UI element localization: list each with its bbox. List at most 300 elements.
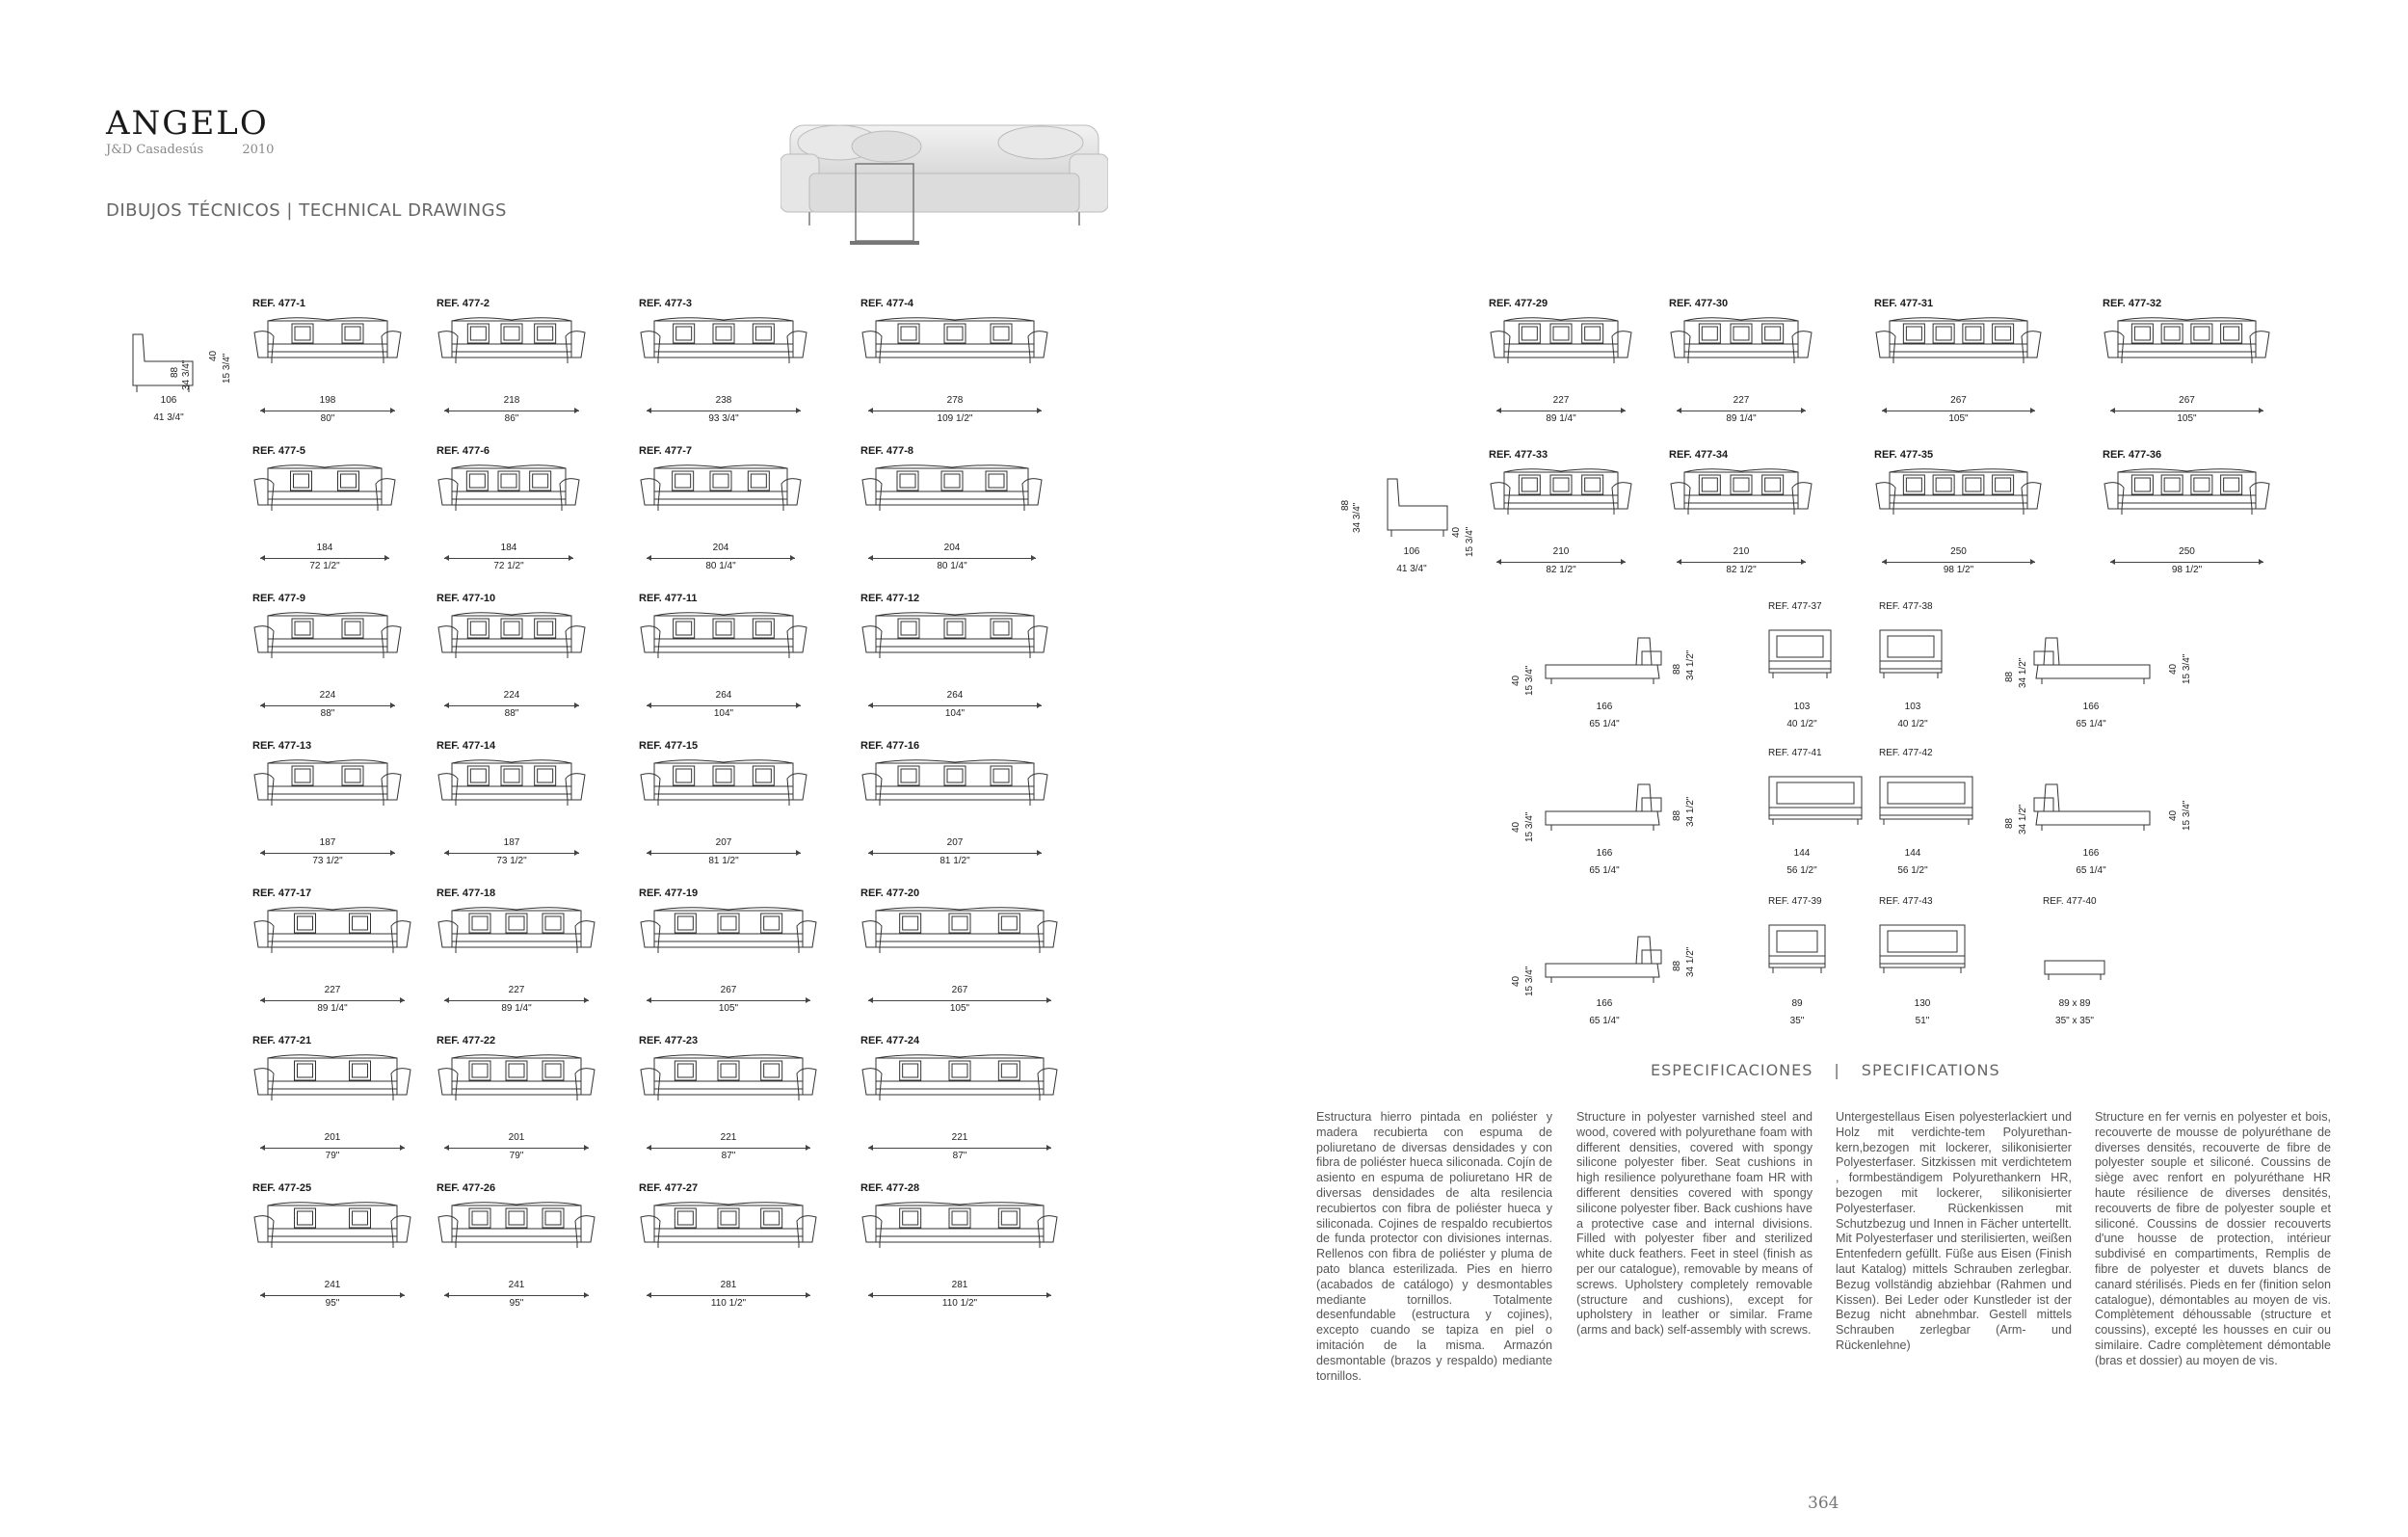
sofa-front-drawing	[639, 311, 808, 371]
module-ref-b: REF. 477-42	[1879, 748, 1933, 758]
model-card	[252, 445, 436, 575]
model-card	[437, 740, 620, 870]
model-card	[1489, 449, 1672, 579]
model-card	[2103, 298, 2286, 428]
sofa-front-drawing	[252, 754, 403, 813]
width-cm: 281	[951, 1280, 968, 1290]
width-cm: 187	[319, 837, 336, 848]
width-in: 88"	[320, 708, 335, 719]
dimension-line	[647, 1000, 810, 1001]
width-cm: 238	[715, 395, 732, 406]
dimension-line	[444, 558, 573, 559]
dimension-line	[868, 1295, 1051, 1296]
width-cm: 184	[500, 543, 517, 553]
model-ref: REF. 477-5	[252, 445, 306, 457]
module-drawing	[1763, 773, 1867, 837]
spec-text-de: Untergestellaus Eisen polyesterlackiert und Holz mit verdichte-tem Polyurethan-kern,bezogen mit lockerer, silikonisierter Polyesterfaser. Sitzkissen mit verdichtetem , formbeständigem Polyurethankern HR, bezogen mit lockerer, silikonisierter Polyesterfaser. Rückenkissen mit Schutzbezug und Innen in Fächer untertellt. Mit Polyesterfaser und sterilisierten, weißen Entenfedern gefüllt. Füße aus Eisen (Finish laut Katalog) mittels Schrauben zerlegbar. Bezug vollständig abziehbar (Rahmen und Kissen). Bei Leder oder Kunstleder ist der Bezug nicht abnehmbar. Gestell mittels Schrauben zerlegbar (Arm- und Rückenlehne)	[1836, 1110, 2072, 1352]
chaise-width-cm: 166	[1596, 848, 1613, 859]
model-card	[437, 445, 620, 575]
width-in: 109 1/2"	[937, 413, 973, 424]
module-b-cm: 144	[1904, 848, 1921, 859]
model-card	[639, 1035, 822, 1165]
model-ref: REF. 477-1	[252, 298, 306, 309]
model-ref: REF. 477-19	[639, 888, 699, 899]
width-in: 87"	[952, 1151, 967, 1161]
model-ref: REF. 477-36	[2103, 449, 2162, 461]
model-card	[639, 298, 822, 428]
model-ref: REF. 477-11	[639, 593, 698, 604]
right-seat-in: 15 3/4"	[1465, 526, 1475, 557]
dimension-line	[868, 1148, 1051, 1149]
model-card	[252, 1035, 436, 1165]
module-ref-b: REF. 477-38	[1879, 601, 1933, 612]
dimension-line	[1677, 562, 1806, 563]
dimension-line	[868, 853, 1042, 854]
sofa-front-drawing	[252, 459, 397, 518]
pouf-size-in: 35" x 35"	[2055, 1016, 2094, 1026]
width-cm: 267	[951, 985, 968, 995]
width-in: 105"	[2177, 413, 2197, 424]
model-ref: REF. 477-30	[1669, 298, 1729, 309]
dimension-line	[647, 705, 801, 706]
dimension-line	[444, 1148, 589, 1149]
specs-heading-sep: |	[1834, 1061, 1840, 1079]
right-depth-in: 41 3/4"	[1396, 564, 1427, 574]
model-ref: REF. 477-4	[860, 298, 914, 309]
model-card	[437, 1035, 620, 1165]
width-cm: 278	[946, 395, 964, 406]
sofa-front-drawing	[860, 459, 1044, 518]
right-seat-height-cm: 40	[2168, 663, 2179, 675]
dimension-line	[647, 1148, 810, 1149]
sofa-front-drawing	[2103, 463, 2271, 522]
model-ref: REF. 477-25	[252, 1182, 312, 1194]
width-in: 93 3/4"	[708, 413, 739, 424]
width-cm: 224	[503, 690, 520, 701]
chaise-width-cm: 166	[1596, 998, 1613, 1009]
model-ref: REF. 477-15	[639, 740, 699, 752]
width-cm: 250	[2179, 546, 2195, 557]
sofa-front-drawing	[639, 901, 818, 961]
module-a-cm: 89	[1791, 998, 1803, 1009]
right-seat-height-in: 15 3/4"	[2182, 653, 2192, 684]
width-in: 80 1/4"	[937, 561, 967, 571]
sofa-front-drawing	[437, 459, 581, 518]
dimension-line	[2110, 562, 2263, 563]
width-in: 81 1/2"	[708, 856, 739, 866]
module-b-cm: 130	[1914, 998, 1931, 1009]
dimension-line	[260, 1148, 405, 1149]
width-cm: 204	[712, 543, 729, 553]
back-height-in: 34 1/2"	[1685, 649, 1696, 680]
sofa-front-drawing	[860, 1048, 1059, 1108]
right-back-height-in: 34 1/2"	[2018, 804, 2028, 835]
right-height-in: 34 3/4"	[1352, 502, 1363, 533]
model-card	[639, 593, 822, 723]
width-in: 79"	[325, 1151, 340, 1161]
sofa-front-drawing	[1874, 311, 2043, 371]
dimension-line	[647, 1295, 810, 1296]
model-card	[639, 740, 822, 870]
dimension-line	[444, 705, 579, 706]
width-in: 95"	[325, 1298, 340, 1309]
width-in: 73 1/2"	[312, 856, 343, 866]
back-height-cm: 88	[1672, 809, 1682, 821]
seat-height-cm: 40	[1511, 675, 1522, 686]
sofa-front-drawing	[860, 1196, 1059, 1256]
model-card	[1489, 298, 1672, 428]
sofa-front-drawing	[437, 606, 587, 666]
brand-subtitle	[106, 143, 274, 157]
chaise-drawing	[1542, 636, 1667, 694]
model-card	[437, 1182, 620, 1312]
model-card	[252, 1182, 436, 1312]
seat-height-cm: 40	[1511, 821, 1522, 833]
model-card	[1669, 298, 1852, 428]
dimension-line	[444, 1295, 589, 1296]
seat-height-in: 15 3/4"	[1524, 811, 1535, 842]
sofa-front-drawing	[860, 901, 1059, 961]
chaise-drawing	[2028, 636, 2154, 694]
dimension-line	[260, 1295, 405, 1296]
model-ref: REF. 477-29	[1489, 298, 1548, 309]
model-card	[252, 740, 436, 870]
model-ref: REF. 477-26	[437, 1182, 496, 1194]
designer-name: J&D Casadesús	[106, 143, 204, 157]
depth-in: 41 3/4"	[153, 412, 184, 423]
width-in: 80 1/4"	[705, 561, 736, 571]
width-cm: 267	[2179, 395, 2195, 406]
model-ref: REF. 477-18	[437, 888, 496, 899]
sofa-front-drawing	[639, 1048, 818, 1108]
model-card	[252, 888, 436, 1018]
right-chaise-width-cm: 166	[2082, 848, 2100, 859]
module-a-in: 40 1/2"	[1786, 719, 1817, 729]
width-cm: 224	[319, 690, 336, 701]
width-in: 105"	[1948, 413, 1969, 424]
model-ref: REF. 477-14	[437, 740, 496, 752]
model-card	[1874, 298, 2057, 428]
module-b-in: 51"	[1915, 1016, 1930, 1026]
dimension-line	[868, 1000, 1051, 1001]
module-ref-c: REF. 477-40	[2043, 896, 2097, 907]
page-number: 364	[1808, 1494, 1839, 1513]
seat-height-cm: 40	[1511, 975, 1522, 987]
module-b-in: 56 1/2"	[1897, 865, 1928, 876]
width-in: 89 1/4"	[1726, 413, 1757, 424]
width-in: 104"	[713, 708, 734, 719]
module-b-cm: 103	[1904, 702, 1921, 712]
width-cm: 267	[1950, 395, 1967, 406]
sofa-front-drawing	[1669, 463, 1813, 522]
module-drawing	[1763, 626, 1837, 691]
sofa-front-drawing	[860, 606, 1049, 666]
width-cm: 184	[316, 543, 333, 553]
width-cm: 218	[503, 395, 520, 406]
specs-heading	[1651, 1061, 2000, 1079]
width-cm: 227	[324, 985, 341, 995]
model-ref: REF. 477-32	[2103, 298, 2162, 309]
width-in: 73 1/2"	[496, 856, 527, 866]
model-card	[252, 593, 436, 723]
model-ref: REF. 477-33	[1489, 449, 1548, 461]
sofa-front-drawing	[860, 311, 1049, 371]
sofa-front-drawing	[639, 1196, 818, 1256]
width-cm: 241	[508, 1280, 525, 1290]
module-ref-a: REF. 477-39	[1768, 896, 1822, 907]
module-ref-a: REF. 477-41	[1768, 748, 1822, 758]
width-in: 105"	[718, 1003, 739, 1014]
sofa-front-drawing	[252, 606, 403, 666]
width-cm: 267	[720, 985, 737, 995]
module-a-cm: 144	[1793, 848, 1811, 859]
width-in: 105"	[949, 1003, 970, 1014]
seat-height-in: 15 3/4"	[1524, 966, 1535, 996]
model-card	[437, 298, 620, 428]
brand-title: ANGELO	[106, 104, 269, 143]
sofa-front-drawing	[1489, 463, 1633, 522]
model-ref: REF. 477-20	[860, 888, 920, 899]
width-cm: 241	[324, 1280, 341, 1290]
model-card	[437, 593, 620, 723]
sofa-hero-image	[781, 106, 1108, 251]
module-drawing	[1874, 921, 1971, 986]
right-back-height-cm: 88	[2004, 671, 2015, 682]
chaise-width-in: 65 1/4"	[1589, 719, 1620, 729]
height-in: 34 3/4"	[181, 359, 192, 390]
width-in: 80"	[320, 413, 335, 424]
width-in: 98 1/2"	[2171, 565, 2203, 575]
width-in: 89 1/4"	[1546, 413, 1576, 424]
model-ref: REF. 477-24	[860, 1035, 920, 1047]
width-in: 81 1/2"	[939, 856, 970, 866]
width-in: 82 1/2"	[1726, 565, 1757, 575]
width-in: 110 1/2"	[941, 1298, 978, 1309]
sofa-front-drawing	[252, 901, 412, 961]
width-in: 95"	[509, 1298, 524, 1309]
model-ref: REF. 477-35	[1874, 449, 1934, 461]
sofa-front-drawing	[437, 901, 596, 961]
dimension-line	[260, 853, 395, 854]
sofa-front-drawing	[252, 1048, 412, 1108]
right-side-elevation	[1380, 477, 1457, 544]
module-drawing	[1763, 921, 1831, 986]
right-seat-height-in: 15 3/4"	[2182, 800, 2192, 831]
model-card	[860, 298, 1044, 428]
width-in: 86"	[504, 413, 519, 424]
dimension-line	[260, 705, 395, 706]
width-cm: 227	[1552, 395, 1570, 406]
model-card	[860, 1035, 1044, 1165]
dimension-line	[260, 1000, 405, 1001]
model-ref: REF. 477-16	[860, 740, 920, 752]
spec-text-en: Structure in polyester varnished steel and wood, covered with polyurethane foam with different densities, covered with spongy silicone polyester fiber. Seat cushions in high resilience polyurethane foam HR with different densities covered with spongy silicone polyester fiber. Back cushions have a protective case and internal divisions. Filled with polyester fiber and sterilized white duck feathers. Feet in steel (finish as per our catalogue), removable by means of screws. Upholstery completely removable (structure and cushions), except for upholstery in leather or similar. Frame (arms and back) self-assembly with screws.	[1576, 1110, 1813, 1338]
module-b-in: 40 1/2"	[1897, 719, 1928, 729]
width-cm: 227	[508, 985, 525, 995]
model-ref: REF. 477-23	[639, 1035, 699, 1047]
width-in: 88"	[504, 708, 519, 719]
chaise-width-cm: 166	[1596, 702, 1613, 712]
width-cm: 250	[1950, 546, 1967, 557]
width-in: 89 1/4"	[317, 1003, 348, 1014]
width-cm: 187	[503, 837, 520, 848]
model-ref: REF. 477-17	[252, 888, 312, 899]
model-ref: REF. 477-27	[639, 1182, 699, 1194]
width-in: 87"	[721, 1151, 736, 1161]
dimension-line	[647, 558, 795, 559]
width-cm: 264	[946, 690, 964, 701]
chaise-drawing	[1542, 782, 1667, 840]
seat-in: 15 3/4"	[222, 353, 232, 384]
model-ref: REF. 477-12	[860, 593, 920, 604]
sofa-front-drawing	[252, 311, 403, 371]
model-ref: REF. 477-21	[252, 1035, 312, 1047]
sofa-front-drawing	[2103, 311, 2271, 371]
sofa-front-drawing	[639, 459, 803, 518]
width-in: 72 1/2"	[309, 561, 340, 571]
chaise-drawing	[1542, 935, 1667, 993]
module-ref-b: REF. 477-43	[1879, 896, 1933, 907]
width-cm: 198	[319, 395, 336, 406]
dimension-line	[444, 1000, 589, 1001]
module-a-cm: 103	[1793, 702, 1811, 712]
right-chaise-width-cm: 166	[2082, 702, 2100, 712]
right-seat-height-cm: 40	[2168, 809, 2179, 821]
width-cm: 281	[720, 1280, 737, 1290]
sofa-front-drawing	[860, 754, 1049, 813]
model-ref: REF. 477-7	[639, 445, 693, 457]
width-cm: 264	[715, 690, 732, 701]
module-a-in: 35"	[1789, 1016, 1805, 1026]
width-cm: 204	[943, 543, 961, 553]
model-ref: REF. 477-10	[437, 593, 496, 604]
seat-height-in: 15 3/4"	[1524, 665, 1535, 696]
width-cm: 210	[1552, 546, 1570, 557]
width-in: 82 1/2"	[1546, 565, 1576, 575]
dimension-line	[868, 558, 1036, 559]
width-in: 110 1/2"	[710, 1298, 747, 1309]
dimension-line	[1882, 562, 2035, 563]
width-cm: 207	[715, 837, 732, 848]
module-drawing	[1874, 773, 1978, 837]
spec-text-fr: Structure en fer vernis en polyester et bois, recouverte de mousse de polyuréthane de diverses densités, recouverte de fibre de polyester souple et siliconé. Coussins de siège avec renfort en polyuréthane HR haute résilience de diverses densités, recouverts de fibre de polyester souple et siliconé. Coussins de dossier recouverts d'une housse de protection, intérieur subdivisé en compartiments, Remplis de fibre de polyester et duvets blancs de canard stérilisés. Pieds en fer (finition selon catalogue), démontables au moyen de vis. Complètement déhoussable (structure et coussins), excepté les housses en cuir ou similaire. Cadre complètement démontable (bras et dossier) au moyen de vis.	[2095, 1110, 2331, 1367]
back-height-cm: 88	[1672, 663, 1682, 675]
model-ref: REF. 477-31	[1874, 298, 1934, 309]
model-card	[860, 740, 1044, 870]
back-height-cm: 88	[1672, 960, 1682, 971]
right-back-height-cm: 88	[2004, 817, 2015, 829]
model-ref: REF. 477-34	[1669, 449, 1729, 461]
dimension-line	[444, 853, 579, 854]
width-in: 72 1/2"	[493, 561, 524, 571]
model-card	[437, 888, 620, 1018]
chaise-drawing	[2028, 782, 2154, 840]
model-card	[860, 445, 1044, 575]
sofa-front-drawing	[437, 1048, 596, 1108]
section-title: DIBUJOS TÉCNICOS | TECHNICAL DRAWINGS	[106, 200, 507, 221]
seat-cm: 40	[208, 350, 219, 361]
design-year: 2010	[242, 143, 275, 157]
model-ref: REF. 477-8	[860, 445, 914, 457]
back-height-in: 34 1/2"	[1685, 796, 1696, 827]
model-ref: REF. 477-13	[252, 740, 312, 752]
model-card	[2103, 449, 2286, 579]
sofa-front-drawing	[639, 754, 808, 813]
sofa-front-drawing	[252, 1196, 412, 1256]
pouf-drawing	[2043, 959, 2106, 987]
model-card	[639, 445, 822, 575]
model-card	[1874, 449, 2057, 579]
sofa-front-drawing	[1489, 311, 1633, 371]
specs-heading-en: SPECIFICATIONS	[1861, 1061, 2000, 1079]
model-ref: REF. 477-6	[437, 445, 490, 457]
model-ref: REF. 477-22	[437, 1035, 496, 1047]
sofa-front-drawing	[1669, 311, 1813, 371]
dimension-line	[260, 558, 389, 559]
model-card	[252, 298, 436, 428]
model-card	[860, 1182, 1044, 1312]
width-in: 98 1/2"	[1943, 565, 1974, 575]
sofa-front-drawing	[639, 606, 808, 666]
model-ref: REF. 477-9	[252, 593, 306, 604]
model-card	[860, 593, 1044, 723]
width-in: 89 1/4"	[501, 1003, 532, 1014]
model-card	[639, 1182, 822, 1312]
module-drawing	[1874, 626, 1947, 691]
chaise-width-in: 65 1/4"	[1589, 865, 1620, 876]
right-height-cm: 88	[1340, 499, 1351, 511]
depth-cm: 106	[160, 395, 177, 406]
width-in: 104"	[944, 708, 966, 719]
sofa-front-drawing	[1874, 463, 2043, 522]
height-cm: 88	[170, 366, 180, 378]
sofa-front-drawing	[437, 754, 587, 813]
side-elevation-drawing	[125, 332, 202, 400]
model-card	[860, 888, 1044, 1018]
model-card	[1669, 449, 1852, 579]
right-depth-cm: 106	[1403, 546, 1420, 557]
right-chaise-width-in: 65 1/4"	[2076, 865, 2106, 876]
width-cm: 207	[946, 837, 964, 848]
spec-text-es: Estructura hierro pintada en poliéster y madera recubierta con espuma de poliuretano de diversas densidades y con fibra de poliéster hueca siliconada. Cojín de asiento en espuma de poliuretano HR de diversas densidades de alta resilencia recubiertos con fibra de poliéster hueca y siliconada. Cojines de respaldo recubiertos de funda protector con divisiones internas. Rellenos con fibra de poliéster y pluma de pato blanca esterilizada. Pies en hierro (acabados de catálogo) y desmontables mediante tornillos. Totalmente desenfundable (estructura y cojines), excepto cuando se tapiza en piel o imitación de la misma. Armazón desmontable (brazos y respaldo) mediante tornillos.	[1316, 1110, 1552, 1383]
sofa-front-drawing	[437, 1196, 596, 1256]
width-in: 79"	[509, 1151, 524, 1161]
dimension-line	[868, 705, 1042, 706]
sofa-front-drawing	[437, 311, 587, 371]
module-ref-a: REF. 477-37	[1768, 601, 1822, 612]
width-cm: 201	[324, 1132, 341, 1143]
right-chaise-width-in: 65 1/4"	[2076, 719, 2106, 729]
dimension-line	[1496, 562, 1626, 563]
model-card	[639, 888, 822, 1018]
specs-heading-es: ESPECIFICACIONES	[1651, 1061, 1813, 1079]
width-cm: 221	[951, 1132, 968, 1143]
width-cm: 201	[508, 1132, 525, 1143]
right-seat-cm: 40	[1451, 526, 1462, 538]
width-cm: 210	[1733, 546, 1750, 557]
model-ref: REF. 477-2	[437, 298, 490, 309]
dimension-line	[647, 853, 801, 854]
model-ref: REF. 477-28	[860, 1182, 920, 1194]
right-back-height-in: 34 1/2"	[2018, 657, 2028, 688]
model-ref: REF. 477-3	[639, 298, 693, 309]
width-cm: 221	[720, 1132, 737, 1143]
pouf-size-cm: 89 x 89	[2058, 998, 2091, 1009]
back-height-in: 34 1/2"	[1685, 946, 1696, 977]
module-a-in: 56 1/2"	[1786, 865, 1817, 876]
chaise-width-in: 65 1/4"	[1589, 1016, 1620, 1026]
width-cm: 227	[1733, 395, 1750, 406]
